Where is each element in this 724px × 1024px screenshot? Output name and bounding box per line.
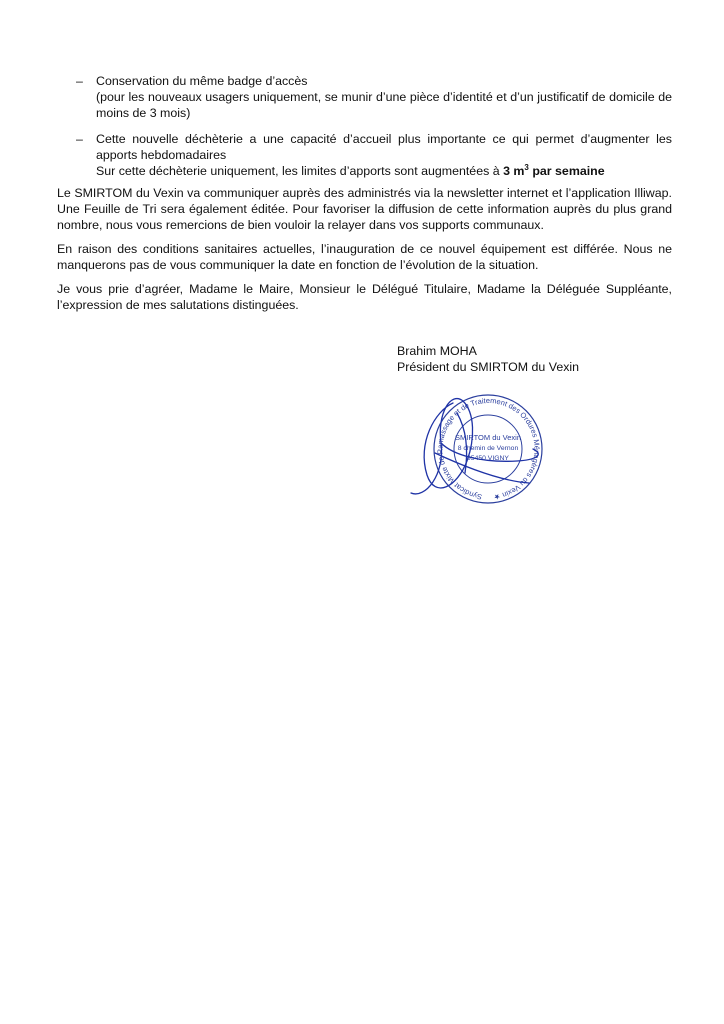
bullet-list (76, 73, 672, 188)
stamp-line-3: 95450 VIGNY (467, 455, 509, 462)
signatory-title: Président du SMIRTOM du Vexin (397, 360, 580, 374)
paragraph-closing: Je vous prie d’agréer, Madame le Maire, Monsieur le Délégué Titulaire, Madame la Déléguée Suppléante, l’expression de mes salutations distinguées. (57, 282, 672, 312)
bullet-item-badge (76, 73, 672, 121)
bullet-subtext-plain: Sur cette déchèterie uniquement, les limites d’apports sont augmentées à (96, 164, 504, 178)
bullet-subtext (96, 163, 672, 179)
bullet-subtext: (pour les nouveaux usagers uniquement, se munir d’une pièce d’identité et d’un justificatif de domicile de moins de 3 mois) (96, 90, 672, 120)
signatory-name: Brahim MOHA (397, 344, 477, 358)
paragraph-inauguration: En raison des conditions sanitaires actuelles, l’inauguration de ce nouvel équipement est différée. Nous ne manquerons pas de vous communiquer la date en fonction de l’évolution de la situation. (57, 242, 672, 272)
signature-block (397, 343, 657, 375)
bullet-dash: – (76, 132, 83, 146)
bullet-text: Conservation du même badge d’accès (96, 74, 308, 88)
bullet-text: Cette nouvelle déchèterie a une capacité d’accueil plus importante ce qui permet d’augmenter les apports hebdomadaires (96, 132, 672, 162)
volume-limit: 3 $m^3$ par semaine (503, 162, 605, 178)
bullet-dash: – (76, 74, 83, 88)
bullet-item-capacity (76, 131, 672, 179)
stamp-line-2: 8 chemin de Vernon (457, 445, 519, 452)
paragraph-communication: Le SMIRTOM du Vexin va communiquer auprès des administrés via la newsletter internet et l’application Illiwap. Une Feuille de Tri sera également éditée. Pour favoriser la diffusion de cette information auprès du plus grand nombre, nous vous remercions de bien vouloir la relayer dans vos supports communaux. (57, 186, 672, 232)
stamp-line-1: SMIRTOM du Vexin (455, 433, 521, 442)
official-stamp (405, 383, 565, 513)
stamp-ring-text: Syndicat Mixte de Ramassage et de Traitement des Ordures Ménagères du Vexin ★ (435, 395, 542, 502)
